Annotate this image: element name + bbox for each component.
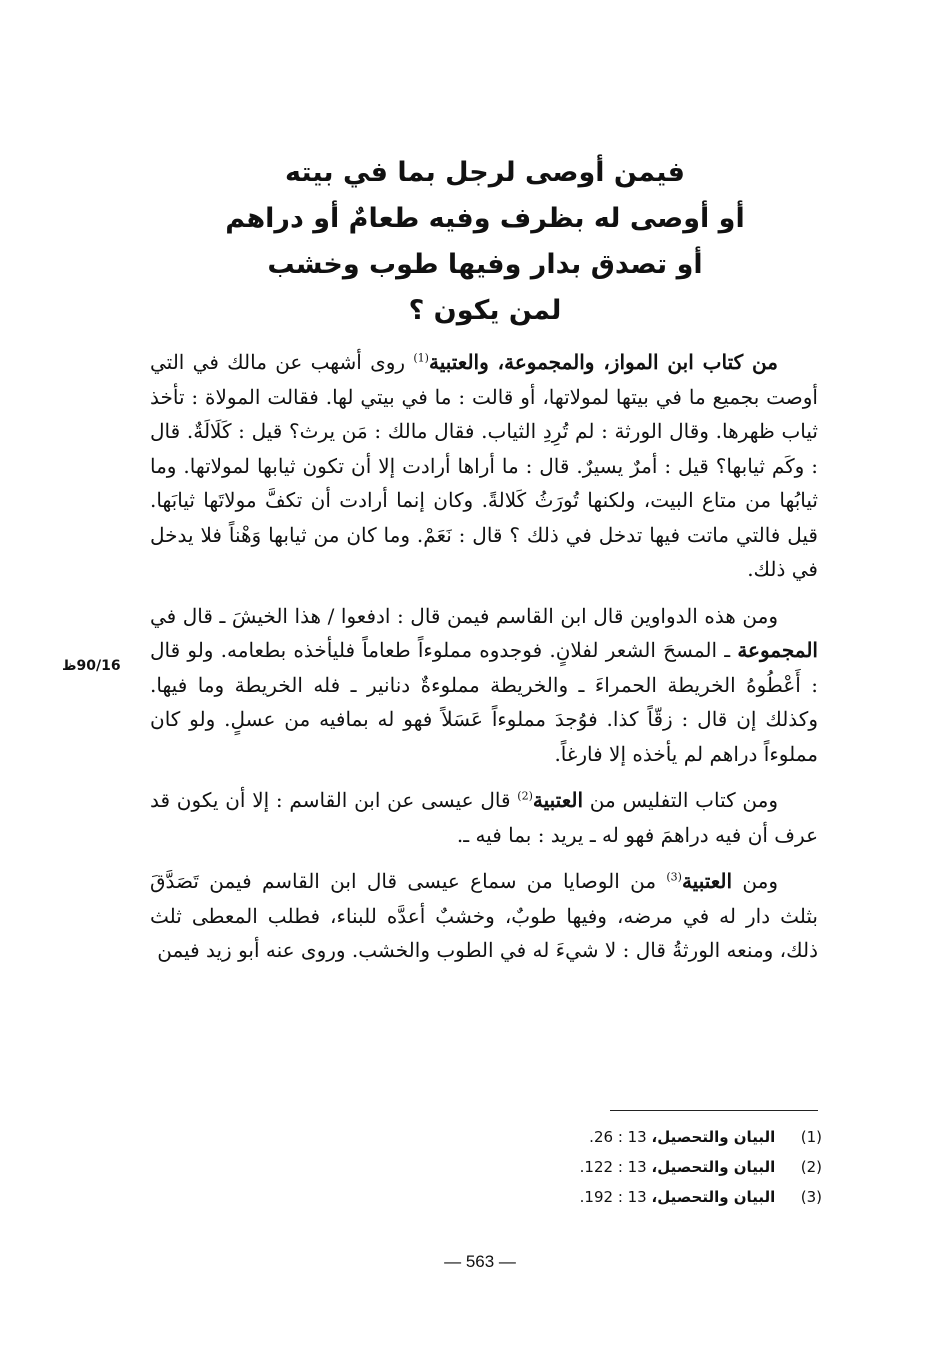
utbiyya-label-1: العتبية [532, 788, 584, 812]
footnote-number: (3) [800, 1188, 822, 1206]
paragraph-4 [150, 864, 818, 968]
footnote-ref-3: (3) [666, 870, 682, 884]
footnote-number: (1) [800, 1128, 822, 1146]
title-line-3: أو تصدق بدار وفيها طوب وخشب [267, 249, 703, 280]
chapter-title [150, 150, 820, 334]
paragraph-3-text-b: قال عيسى عن ابن القاسم : إلا أن يكون قد عرف أن فيه دراهمَ فهو له ـ يريد : بما فيه ـ. [150, 788, 818, 847]
paragraph-3 [150, 783, 818, 852]
paragraph-1 [150, 345, 818, 587]
footnote-1 [540, 1122, 822, 1152]
paragraph-2 [150, 599, 818, 772]
footnote-book: البيان والتحصيل، [651, 1158, 776, 1176]
footnote-book: البيان والتحصيل، [651, 1188, 776, 1206]
footnote-reference: 13 : 26. [589, 1128, 647, 1146]
footnote-reference: 13 : 122. [579, 1158, 647, 1176]
footnote-3 [540, 1182, 822, 1212]
paragraph-2-text-a: ومن هذه الدواوين قال ابن القاسم فيمن قال : ادفعوا / هذا الخيشَ ـ قال في [150, 603, 778, 628]
footnote-ref-1: (1) [413, 351, 429, 365]
title-line-4: لمن يكون ؟ [408, 295, 562, 326]
manuscript-folio-note: 90/16ظ [62, 658, 121, 674]
footnote-reference: 13 : 192. [579, 1188, 647, 1206]
paragraph-2-text-b: ـ المسحَ الشعر لفلانٍ. فوجدوه مملوءاً طعاماً فليأخذه بطعامه. ولو قال : أَعْطُوهُ الخريطة الحمراءَ ـ والخريطة مملوءةٌ دنانير ـ فله الخريطة وما فيها. وكذلك إن قال : زقّاً كذا. فوُجدَ مملوءاً عَسَلاً فهو له بمافيه من عسلٍ. ولو كان مملوءاً دراهم لم يأخذه إلا فارغاً. [150, 638, 818, 766]
paragraph-1-text: روى أشهب عن مالك في التي أوصت بجميع ما في بيتها لمولاتها، أو قالت : ما في بيتي لها. فقالت المولاة : تأخذ ثياب ظهرها. وقال الورثة : لم تُرِدِ الثياب. فقال مالك : مَن يرث؟ قيل : كَلَالَةٌ. قال : وكَم ثيابها؟ قيل : أمرٌ يسيرٌ. قال : ما أراها أرادت إلا أن تكون ثيابها لمولاتها. وما ثيابُها من متاع البيت، ولكنها تُورَثُ كَلالةً. وكان إنما أرادت أن تكفَّ مولاتَها ثيابَها. قيل فالتي ماتت فيها تدخل في ذلك ؟ قال : نَعَمْ. وما كان من ثيابها وَهْناً فلا يدخل في ذلك. [150, 350, 818, 581]
title-line-2: أو أوصى له بظرف وفيه طعامٌ أو دراهم [225, 203, 745, 234]
footnote-book: البيان والتحصيل، [651, 1128, 776, 1146]
majmua-label: المجموعة [737, 638, 818, 662]
footnote-number: (2) [800, 1158, 822, 1176]
title-line-1: فيمن أوصى لرجل بما في بيته [285, 157, 685, 188]
paragraph-3-text-a: ومن كتاب التفليس من [583, 788, 778, 812]
paragraph-4-text-b: من الوصايا من سماع عيسى قال ابن القاسم فيمن تَصَدَّقَ بثلث دار له في مرضه، وفيها طوبٌ، وخشبٌ أعدَّه للبناء، فطلب المعطى ثلث ذلك، ومنعه الورثةُ قال : لا شيءَ له في الطوب والخشب. وروى عنه أبو زيد فيمن [150, 869, 818, 962]
footnotes [540, 1122, 822, 1212]
footnote-divider [610, 1110, 818, 1111]
footnote-ref-2: (2) [517, 789, 533, 803]
footnote-2 [540, 1152, 822, 1182]
main-text [150, 345, 818, 968]
paragraph-4-text-a: ومن [732, 869, 778, 893]
page-number: — 563 — [444, 1252, 516, 1271]
source-books-label: من كتاب ابن المواز، والمجموعة، والعتبية [428, 350, 778, 374]
utbiyya-label-2: العتبية [681, 869, 733, 893]
